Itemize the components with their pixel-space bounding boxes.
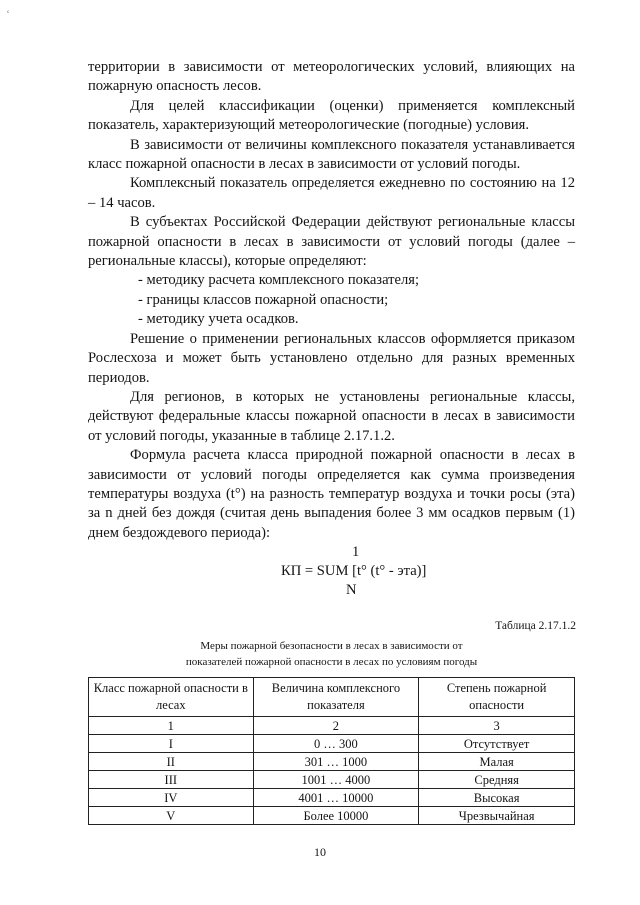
list-item-2: - границы классов пожарной опасности;	[138, 291, 389, 308]
list-item-1: - методику расчета комплексного показателя;	[138, 272, 420, 289]
table-cell: 0 … 300	[253, 735, 419, 753]
formula-denominator: N	[346, 582, 357, 599]
table-cell: Малая	[419, 753, 575, 771]
table-label: Таблица 2.17.1.2	[495, 620, 576, 632]
table-cell: 301 … 1000	[253, 753, 419, 771]
table-cell: IV	[89, 789, 254, 807]
column-number: 3	[419, 717, 575, 735]
table-cell: III	[89, 771, 254, 789]
table-cell: 1001 … 4000	[253, 771, 419, 789]
table-row	[89, 753, 575, 771]
column-number: 1	[89, 717, 254, 735]
paragraph-8: Формула расчета класса природной пожарной опасности в лесах в зависимости от условий погоды определяется как сумма произведения температуры воздуха (t°) на разность температур воздуха и точки росы (эта) за n дней без дождя (считая день выпадения более 3 мм осадков первым (1) днем бездождевого периода):	[88, 447, 575, 541]
formula-main: КП = SUM [t° (t° - эта)]	[281, 563, 427, 580]
paragraph-3: В зависимости от величины комплексного показателя устанавливается класс пожарной опасности в лесах в зависимости от условий погоды.	[88, 136, 575, 173]
formula-numerator: 1	[352, 544, 360, 561]
table-cell: V	[89, 807, 254, 825]
table-cell: Высокая	[419, 789, 575, 807]
header-cell: Класс пожарной опасности в лесах	[89, 678, 254, 717]
formula	[88, 543, 575, 603]
paragraph-6: Решение о применении региональных классов оформляется приказом Рослесхоза и может быть установлено отдельно для разных временных периодов.	[88, 330, 575, 386]
paragraph-2: Для целей классификации (оценки) применяется комплексный показатель, характеризующий метеорологические (погодные) условия.	[88, 97, 575, 134]
table-cell: II	[89, 753, 254, 771]
table-row	[89, 807, 575, 825]
column-number: 2	[253, 717, 419, 735]
table-cell: I	[89, 735, 254, 753]
paragraph-5: В субъектах Российской Федерации действуют региональные классы пожарной опасности в лесах в зависимости от условий погоды (далее – региональные классы), которые определяют:	[88, 214, 575, 270]
table-caption-line-1: Меры пожарной безопасности в лесах в зависимости от	[200, 640, 463, 652]
table-row	[89, 771, 575, 789]
table-cell: Средняя	[419, 771, 575, 789]
corner-mark: ʿ	[6, 8, 10, 22]
header-cell: Степень пожарной опасности	[419, 678, 575, 717]
paragraph-1: территории в зависимости от метеорологических условий, влияющих на пожарную опасность лесов.	[88, 59, 575, 95]
page-number: 10	[314, 845, 326, 859]
list-item-3: - методику учета осадков.	[138, 311, 299, 328]
table-caption	[88, 638, 575, 670]
table-cell: Более 10000	[253, 807, 419, 825]
table-row	[89, 735, 575, 753]
paragraph-7: Для регионов, в которых не установлены региональные классы, действуют федеральные классы пожарной опасности в лесах в зависимости от условий погоды, указанные в таблице 2.17.1.2.	[88, 388, 575, 444]
table-cell: Чрезвычайная	[419, 807, 575, 825]
paragraph-4: Комплексный показатель определяется ежедневно по состоянию на 12 – 14 часов.	[88, 175, 575, 211]
table-cell: 4001 … 10000	[253, 789, 419, 807]
table-number-row	[89, 717, 575, 735]
header-cell: Величина комплексного показателя	[253, 678, 419, 717]
table-row	[89, 789, 575, 807]
body-text	[88, 58, 575, 603]
table-header-row	[89, 678, 575, 717]
fire-danger-table	[88, 677, 575, 825]
table-caption-line-2: показателей пожарной опасности в лесах по условиям погоды	[185, 656, 478, 668]
table-cell: Отсутствует	[419, 735, 575, 753]
